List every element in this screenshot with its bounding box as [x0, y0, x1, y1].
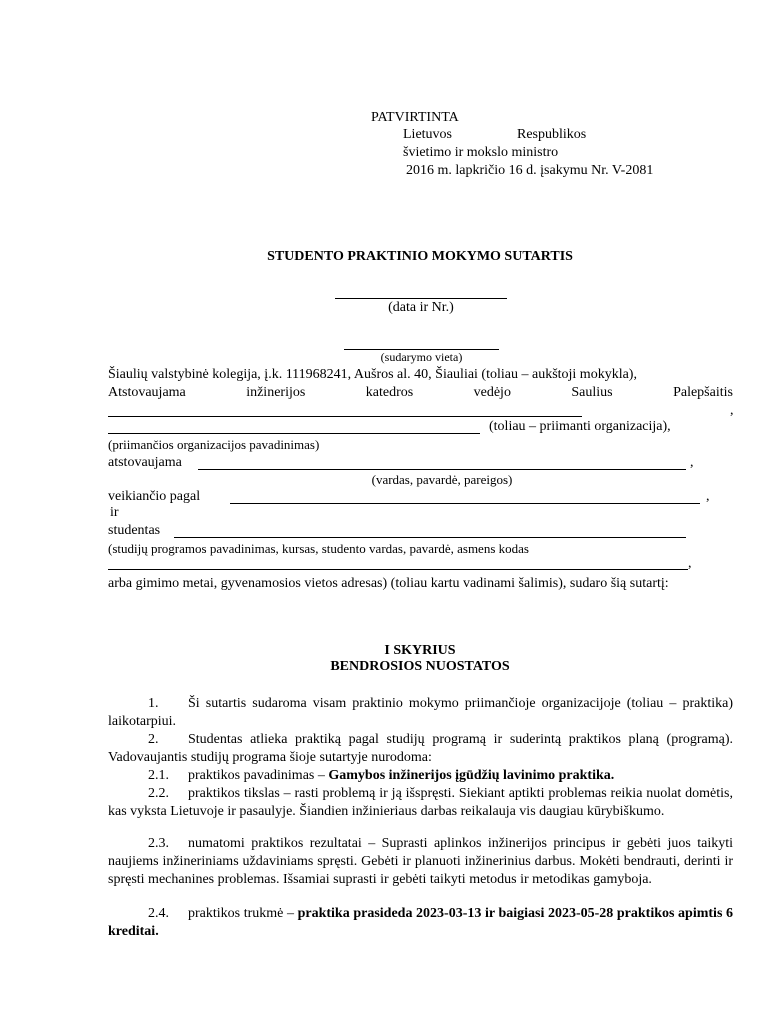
- acting-comma: ,: [706, 489, 710, 504]
- rep-word-6: Palepšaitis: [673, 385, 733, 400]
- rep-word-5: Saulius: [571, 385, 613, 400]
- clause-1-text: Ši sutartis sudaroma visam praktinio mokymo priimančioje organizacijoje (toliau – praktika) laikotarpiui.: [108, 696, 733, 729]
- clause-2-1-bold: Gamybos inžinerijos įgūdžių lavinimo praktika.: [328, 768, 615, 783]
- clause-2-text: Studentas atlieka praktiką pagal studijų programą ir suderintą praktikos planą (programą). Vadovaujantis studijų programa šioje sutartyje nurodoma:: [108, 732, 733, 765]
- chapter-name: BENDROSIOS NUOSTATOS: [330, 659, 510, 674]
- clause-2-2: [108, 785, 733, 821]
- clause-1: [108, 695, 733, 731]
- approval-title: PATVIRTINTA: [371, 110, 459, 125]
- approval-line2: švietimo ir mokslo ministro: [403, 145, 559, 160]
- approval-line3: 2016 m. lapkričio 16 d. įsakymu Nr. V-2081: [406, 163, 654, 178]
- approval-line1-a: Lietuvos: [403, 127, 452, 142]
- rep-word-1: Atstovaujama: [108, 385, 186, 400]
- document-title: STUDENTO PRAKTINIO MOKYMO SUTARTIS: [267, 249, 573, 264]
- clause-2-3-text: numatomi praktikos rezultatai – Suprasti aplinkos inžinerijos principus ir gebėti juos taikyti naujiems inžineriniams uždaviniams spręsti. Gebėti ir planuoti inžinerinius darbus. Mokėti bendrauti, derinti ir spręsti mechanines problemas. Išsamiai suprasti ir gebėti taikyti metodus ir metodikas gamyboja.: [108, 836, 733, 887]
- blank-line-1-comma: ,: [730, 403, 734, 418]
- clause-2-number: 2.: [148, 732, 159, 747]
- represented-label: atstovaujama: [108, 455, 182, 470]
- acting-label: veikiančio pagal: [108, 489, 201, 504]
- and-label: ir: [110, 505, 119, 520]
- student-caption: (studijų programos pavadinimas, kursas, studento vardas, pavardė, asmens kodas: [108, 541, 529, 556]
- clause-2-4: [108, 905, 733, 941]
- date-caption: (data ir Nr.): [388, 300, 454, 315]
- clause-2-2-text: praktikos tikslas – rasti problemą ir ją išspręsti. Siekiant aptikti problemas reikia nuolat domėtis, kas vyksta Lietuvoje ir pasaulyje. Šiandien inžinieriaus darbas reikalauja vis daugiau kūrybiškumo.: [108, 786, 733, 819]
- host-organization-line: [108, 433, 480, 434]
- clause-2-3-number: 2.3.: [148, 836, 169, 851]
- clause-2-2-number: 2.2.: [148, 786, 169, 801]
- representative-line: [108, 385, 733, 401]
- blank-line-1: [108, 416, 582, 417]
- clause-2-4-bold: praktika prasideda 2023-03-13 ir baigiasi 2023-05-28 praktikos apimtis 6 kreditai.: [108, 906, 734, 939]
- represented-line: [198, 469, 686, 470]
- acting-line: [230, 503, 700, 504]
- student-line-2-comma: ,: [688, 556, 692, 571]
- rep-word-3: katedros: [365, 385, 414, 400]
- approval-line1-b: Respublikos: [517, 127, 587, 142]
- rep-word-4: vedėjo: [473, 385, 511, 400]
- clause-2-1-lead: praktikos pavadinimas –: [188, 768, 329, 783]
- place-caption: (sudarymo vieta): [380, 350, 463, 364]
- host-organization-suffix: (toliau – priimanti organizacija),: [489, 419, 671, 434]
- school-party-line: Šiaulių valstybinė kolegija, į.k. 111968241, Aušros al. 40, Šiauliai (toliau – aukštoji mokykla),: [108, 367, 637, 382]
- date-number-line: [335, 298, 507, 299]
- closing-text: arba gimimo metai, gyvenamosios vietos adresas) (toliau kartu vadinami šalimis), sudaro šią sutartį:: [108, 576, 669, 591]
- chapter-number: I SKYRIUS: [384, 643, 456, 658]
- person-caption: (vardas, pavardė, pareigos): [371, 472, 513, 487]
- student-line-2: [108, 569, 688, 570]
- host-organization-caption: (priimančios organizacijos pavadinimas): [108, 437, 320, 452]
- clause-2-1: [108, 767, 733, 785]
- clause-2-4-number: 2.4.: [148, 906, 169, 921]
- student-label: studentas: [108, 523, 161, 538]
- student-line: [174, 537, 686, 538]
- rep-word-2: inžinerijos: [246, 385, 306, 400]
- clause-2-4-lead: praktikos trukmė –: [188, 906, 298, 921]
- clause-2-3: [108, 835, 733, 889]
- clause-1-number: 1.: [148, 696, 159, 711]
- represented-comma: ,: [690, 455, 694, 470]
- clause-2: [108, 731, 733, 767]
- clause-2-1-number: 2.1.: [148, 768, 169, 783]
